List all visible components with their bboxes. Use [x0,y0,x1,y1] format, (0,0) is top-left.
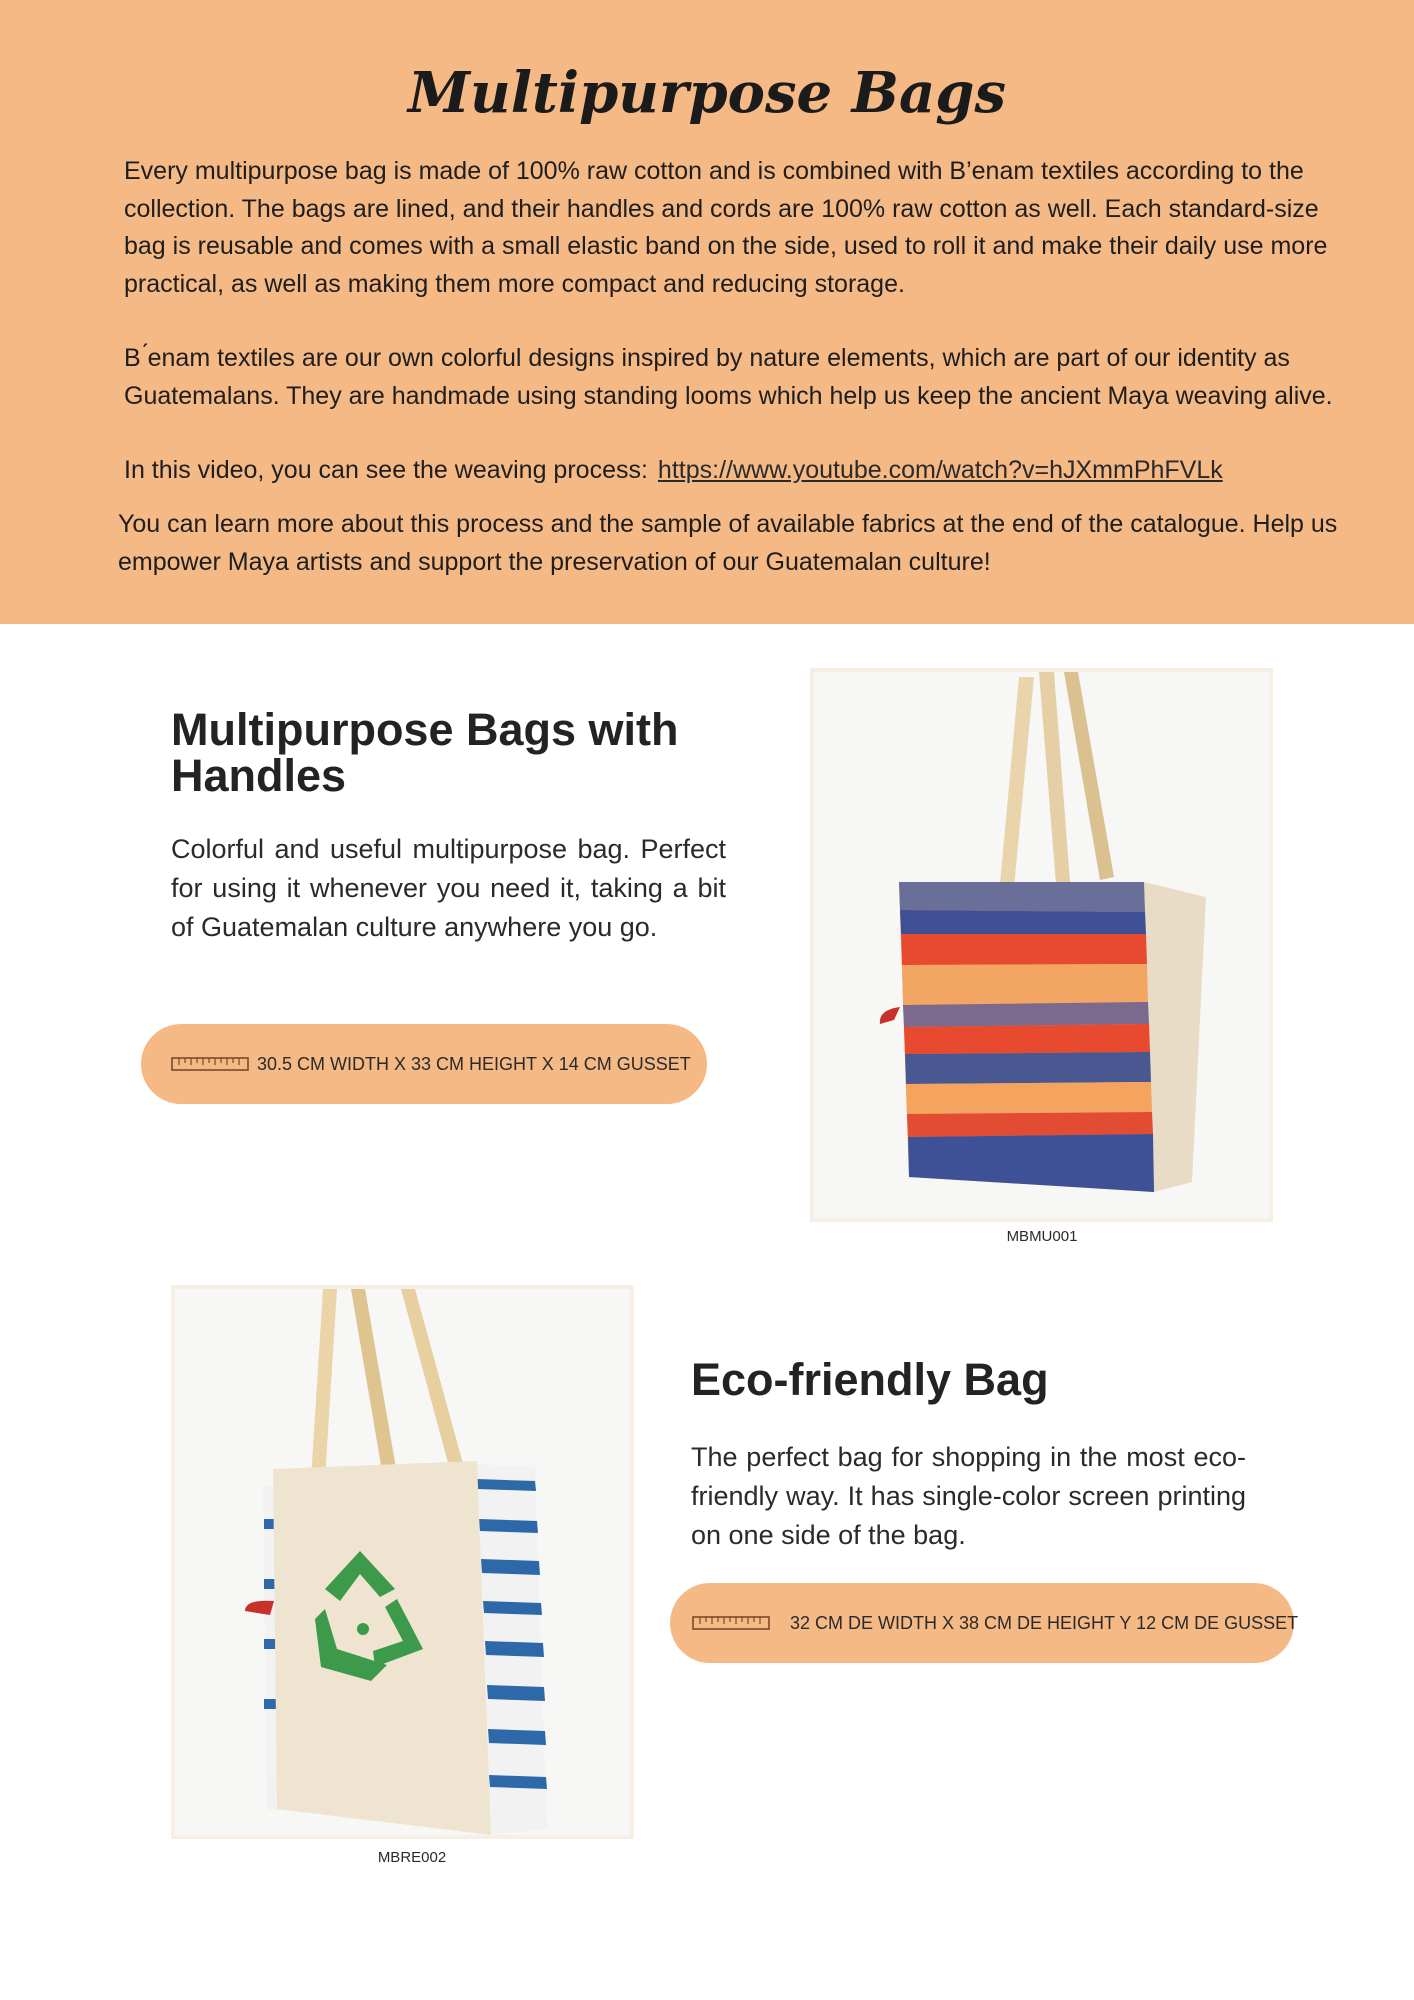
page-title: Multipurpose Bags [408,60,1006,126]
striped-bag-image [814,672,1269,1218]
video-link[interactable]: https://www.youtube.com/watch?v=hJXmmPhFVLk [657,456,1223,484]
header-banner [0,0,1414,624]
product-photo [171,1285,634,1839]
textiles-paragraph: B ́enam textiles are our own colorful designs inspired by nature elements, which are part of our identity as Guatemalans. They are handmade using standing looms which help us keep the ancient Maya weaving alive. [124,344,1333,410]
video-label: In this video, you can see the weaving process: [124,456,648,484]
product-description: The perfect bag for shopping in the most eco-friendly way. It has single-color screen printing on one side of the bag. [691,1442,1246,1550]
dimensions-text: 32 CM DE WIDTH X 38 CM DE HEIGHT Y 12 CM DE GUSSET [790,1612,1299,1633]
product-title: Multipurpose Bags with Handles [171,704,679,801]
eco-bag-image [175,1289,630,1835]
ruler-icon [171,1055,249,1073]
dimensions-badge [141,1024,707,1104]
intro-paragraph: Every multipurpose bag is made of 100% raw cotton and is combined with B’enam textiles according to the collection. The bags are lined, and their handles and cords are 100% raw cotton as well. Each standard-size bag is reusable and comes with a small elastic band on the side, used to roll it and make their daily use more practical, as well as making them more compact and reducing storage. [124,157,1328,298]
video-line [124,452,1344,490]
dimensions-text: 30.5 CM WIDTH X 33 CM HEIGHT X 14 CM GUSSET [257,1053,691,1074]
product-description: Colorful and useful multipurpose bag. Perfect for using it whenever you need it, taking a bit of Guatemalan culture anywhere you go. [171,834,726,942]
ruler-icon [692,1614,770,1632]
dimensions-badge [670,1583,1299,1663]
product-code: MBRE002 [377,1849,447,1866]
product-title: Eco-friendly Bag [691,1354,1049,1405]
product-code: MBMU001 [1006,1228,1078,1245]
catalogue-paragraph: You can learn more about this process and the sample of available fabrics at the end of the catalogue. Help us empower Maya artists and support the preservation of our Guatemalan culture! [118,510,1338,576]
product-photo [810,668,1273,1222]
